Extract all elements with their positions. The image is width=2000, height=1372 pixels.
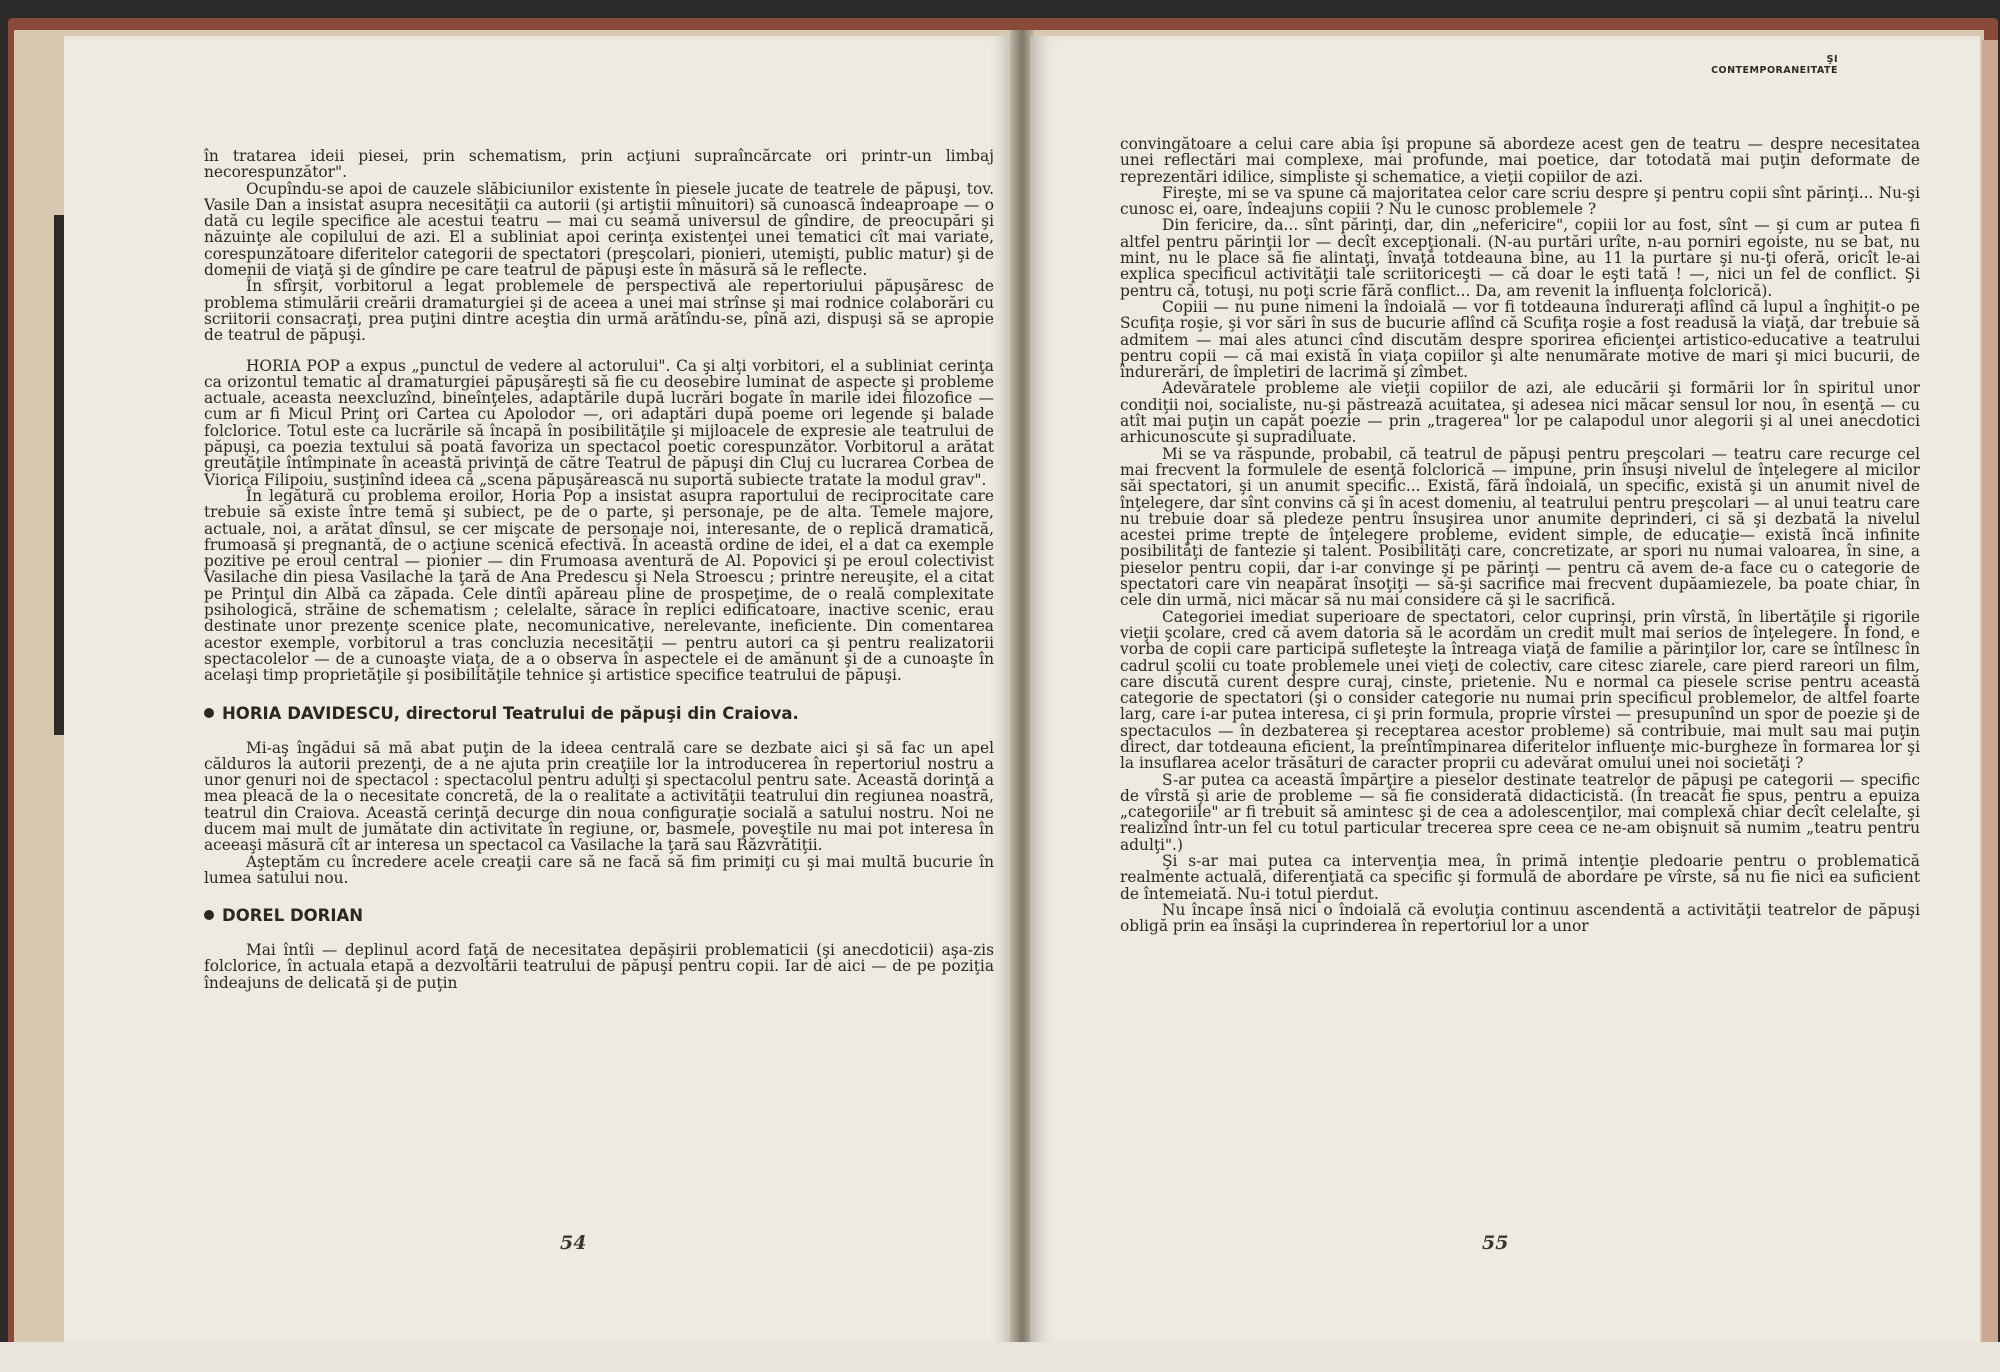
paragraph: În sfîrşit, vorbitorul a legat problemele de perspectivă ale repertoriului păpuşăresc de problema stimulării creării dramaturgiei şi de aceea a unei mai strînse şi mai rodnice colaborări cu scriitorii consacraţi, prea puţini dintre aceştia din urmă arătîndu-se, pînă azi, dispuşi să se apropie de teatrul de păpuşi.: [204, 277, 994, 345]
paragraph: Şi s-ar mai putea ca intervenţia mea, în primă intenţie pledoarie pentru o problematică realmente actuală, diferenţiată ca specific şi formulă de abordare pe vîrste, să nu fie nici ea suficient de întemeiată. Nu-i totul pierdut.: [1120, 852, 1920, 903]
paragraph: S-ar putea ca această împărţire a pieselor destinate teatrelor de păpuşi pe categorii — specific de vîrstă şi arie de probleme — să fie considerată didacticistă. (În treacăt fie spus, pentru a epuiza „categoriile" ar fi trebuit să amintesc şi de cea a adolescenţilor, mai complexă chiar decît celelalte, şi realizînd într-un fel cu totul particular trecerea spre ceea ce ne-am obişnuit să numim „teatru pentru adulţi".): [1120, 770, 1920, 854]
paragraph: Aşteptăm cu încredere acele creaţii care să ne facă să fim primiţi cu şi mai multă bucurie în lumea satului nou.: [204, 852, 994, 887]
running-head: [1711, 54, 1838, 76]
paragraph: Categoriei imediat superioare de spectatori, celor cuprinşi, prin vîrstă, în libertăţile şi rigorile vieţii şcolare, cred că avem datoria să le acordăm un credit mult mai serios de înţelegere. În fond, e vorba de copii care participă sufleteşte la întreaga viaţă de familie a părinţilor lor, care se întîlnesc în cadrul şcolii cu toate problemele unei vieţi de colectiv, care citesc ziarele, care pierd rareori un film, care discută curent despre curaj, cinste, prietenie. Nu e normal ca piesele scrise pentru această categorie de spectatori (şi o consider categorie nu numai prin specificul problemelor, de altfel foarte larg, care i-ar putea interesa, ci şi prin formula, proprie vîrstei — presupunînd un spor de poezie şi de spectaculos — în dezbaterea şi receptarea acestor probleme) să contribuie, mai mult sau mai puţin direct, dar totdeauna eficient, la preîntîmpinarea diferitelor influenţe mic-burgheze în formarea lor şi la insuflarea acelor trăsături de caracter proprii cu adevărat omului unei noi societăţi ?: [1120, 607, 1920, 773]
paragraph: Copiii — nu pune nimeni la îndoială — vor fi totdeauna îndureraţi aflînd că lupul a înghiţit-o pe Scufiţa roşie, şi vor sări în sus de bucurie aflînd că Scufiţa roşie a fost readusă la viaţă, dar trebuie să admitem — mai ales atunci cînd discutăm despre sporirea eficienţei artistico-educative a teatrului pentru copii — că mai există în viaţa copiilor şi alte nenumărate motive de mari şi mici bucurii, de îndurerări, de împletiri de lacrimă şi zîmbet.: [1120, 297, 1920, 382]
speaker-heading-davidescu: [204, 704, 994, 724]
bullet-icon: [204, 708, 214, 718]
right-page: [1030, 36, 1980, 1354]
side-marker-strip: [54, 215, 64, 735]
paragraph: Fireşte, mi se va spune că majoritatea celor care scriu despre şi pentru copii sînt părinţi... Nu-şi cunosc ei, oare, îndeajuns copiii ? Nu le cunosc problemele ?: [1120, 183, 1920, 219]
speaker-heading-text: HORIA DAVIDESCU, directorul Teatrului de păpuşi din Craiova.: [222, 703, 799, 723]
left-page-text-column: [204, 148, 994, 991]
paragraph: Mi se va răspunde, probabil, că teatrul de păpuşi pentru preşcolari — teatru care recurge cel mai frecvent la formulele de esenţă folclorică — impune, prin însuşi nivelul de înţelegere al micilor săi spectatori, şi un anumit specific... Există, fără îndoială, un specific, există şi un anumit nivel de înţelegere, dar sînt convins că şi în acest domeniu, al teatrului pentru preşcolari — al unui teatru care nu trebuie doar să pledeze pentru însuşirea unor anumite deprinderi, ci să şi dezbată la nivelul acestei prime trepte de înţelegere probleme, evident simple, de educaţie— există încă infinite posibilităţi de fantezie şi talent. Posibilităţi care, concretizate, ar spori nu numai valoarea, în sine, a pieselor pentru copii, dar i-ar convinge şi pe părinţi — pentru că avem de-a face cu o categorie de spectatori care vin neapărat însoţiţi — să-şi sacrifice mai frecvent dupăamiezele, ba poate chiar, în cele din urmă, nici măcar să nu mai considere că şi le sacrifică.: [1120, 444, 1920, 610]
bullet-icon: [204, 910, 214, 920]
paragraph: convingătoare a celui care abia îşi propune să abordeze acest gen de teatru — despre necesitatea unei reflectări mai complexe, mai profunde, mai poetice, dar totodată mai puţin deformate de reprezentări idilice, simpliste şi schematice, a vieţii copiilor de azi.: [1120, 135, 1920, 186]
paragraph: Din fericire, da... sînt părinţi, dar, din „nefericire", copiii lor au fost, sînt — şi cum ar putea fi altfel pentru părinţii lor — decît excepţionali. (N-au purtări urîte, n-au porniri egoiste, nu se bat, nu mint, nu le place să fie alintaţi, învaţă totdeauna bine, au 11 la purtare şi nu-ţi oferă, oricît le-ai explica specificul activităţii tale scriitoriceşti — că doar le eşti tată ! —, nici un fel de conflict. Şi pentru că, totuşi, nu poţi scrie fără conflict... Da, am revenit la influenţa folclorică).: [1120, 216, 1920, 300]
background-surface: [0, 1342, 2000, 1372]
running-head-line: ŞI: [1826, 54, 1838, 65]
paragraph: Adevăratele probleme ale vieţii copiilor de azi, ale educării şi formării lor în spiritul unor condiţii noi, socialiste, nu-şi păstrează acuitatea, şi adesea nici măcar sensul lor nou, în esenţă — cu atît mai puţin un capăt poezie — prin „tragerea" lor pe calapodul unor alegorii şi al unei anecdotici arhicunoscute şi supradiluate.: [1120, 379, 1920, 447]
page-number: 54: [560, 1232, 587, 1254]
speaker-heading-text: DOREL DORIAN: [222, 906, 364, 926]
speaker-heading-dorian: [204, 906, 994, 926]
paragraph: Mi-aş îngădui să mă abat puţin de la ideea centrală care se dezbate aici şi să fac un apel călduros la autorii prezenţi, de a ne ajuta prin creaţiile lor la introducerea în repertoriul nostru a unor genuri noi de spectacol : spectacolul pentru adulţi şi spectacolul pentru sate. Această dorinţă a mea pleacă de la o necesitate concretă, de la o realitate a activităţii teatrului din regiunea noastră, teatrul din Craiova. Această cerinţă decurge din noua configuraţie socială a satului nostru. Noi ne ducem mai mult de jumătate din activitate în regiune, or, basmele, poveştile nu mai pot interesa în aceeaşi măsură cît ar interesa un spectacol ca Vasilache la ţară sau Răzvrătiţii.: [204, 738, 994, 855]
paragraph: În legătură cu problema eroilor, Horia Pop a insistat asupra raportului de reciprocitate care trebuie să existe între temă şi subiect, pe de o parte, şi personaje, pe de alta. Temele majore, actuale, noi, a arătat dînsul, se cer mişcate de personaje noi, interesante, de o replică dramatică, frumoasă şi pregnantă, de o acţiune scenică efectivă. În această ordine de idei, el a dat ca exemple pozitive pe eroul central — pionier — din Frumoasa aventură de Al. Popovici şi pe eroul colectivist Vasilache din piesa Vasilache la ţară de Ana Predescu şi Nela Stroescu ; printre nereuşite, el a citat pe Prinţul din Albă ca zăpada. Cele dintîi apăreau pline de prospeţime, de o reală complexitate psihologică, străine de schematism ; celelalte, sărace în replici edificatoare, inactive scenic, erau destinate unor prezenţe scenice plate, necomunicative, nerelevante, ineficiente. Din comentarea acestor exemple, vorbitorul a tras concluzia necesităţii — pentru autori ca şi pentru realizatorii spectacolelor — de a cunoaşte viaţa, de a o observa în aspectele ei de amănunt şi de a cunoaşte în acelaşi timp proprietăţile şi posibilităţile tehnice şi artistice specifice teatrului de păpuşi.: [204, 486, 994, 685]
paragraph: Nu încape însă nici o îndoială că evoluţia continuu ascendentă a activităţii teatrelor de păpuşi obligă prin ea însăşi la cuprinderea în repertoriul lor a unor: [1120, 900, 1920, 936]
running-head-line: CONTEMPORANEITATE: [1711, 65, 1838, 76]
left-page: [64, 36, 1014, 1354]
paragraph: HORIA POP a expus „punctul de vedere al actorului". Ca şi alţi vorbitori, el a subliniat cerinţa ca orizontul tematic al dramaturgiei păpuşăreşti să fie cu deosebire luminat de aspecte şi probleme actuale, aceasta neexcluzînd, bineînţeles, adaptările după lucrări bogate în marile idei filozofice — cum ar fi Micul Prinţ ori Cartea cu Apolodor —, ori adaptări după poeme ori legende şi balade folclorice. Totul este ca lucrările să încapă în posibilităţile şi mijloacele de expresie ale teatrului de păpuşi, ca poezia textului să poată favoriza un spectacol poetic corespunzător. Vorbitorul a arătat greutăţile întîmpinate în această privinţă de către Teatrul de păpuşi din Cluj cu lucrarea Corbea de Viorica Filipoiu, susţinînd ideea că „scena păpuşărească nu suportă subiecte tratate la modul grav".: [204, 356, 994, 489]
page-number: 55: [1482, 1232, 1509, 1254]
paragraph: în tratarea ideii piesei, prin schematism, prin acţiuni supraîncărcate ori printr-un limbaj necorespunzător".: [204, 147, 994, 182]
page-stack-edge: [1982, 40, 1998, 1360]
right-page-text-column: [1120, 136, 1920, 935]
paragraph: Mai întîi — deplinul acord faţă de necesitatea depăşirii problematicii (şi anecdoticii) aşa-zis folclorice, în actuala etapă a dezvoltării teatrului de păpuşi pentru copii. Iar de aici — de pe poziţia îndeajuns de delicată şi de puţin: [204, 941, 994, 992]
paragraph: Ocupîndu-se apoi de cauzele slăbiciunilor existente în piesele jucate de teatrele de păpuşi, tov. Vasile Dan a insistat asupra necesităţii ca autorii (şi artiştii mînuitori) să cunoască îndeaproape — o dată cu legile specifice ale acestui teatru — mai cu seamă universul de gîndire, de preocupări şi năzuinţe ale copilului de azi. El a subliniat apoi cerinţa existenţei unei tematici cît mai variate, corespunzătoare diferitelor categorii de spectatori (preşcolari, pionieri, utemişti, public matur) şi de domenii de viaţă şi de gîndire pe care teatrul de păpuşi este în măsură să le reflecte.: [204, 179, 994, 280]
